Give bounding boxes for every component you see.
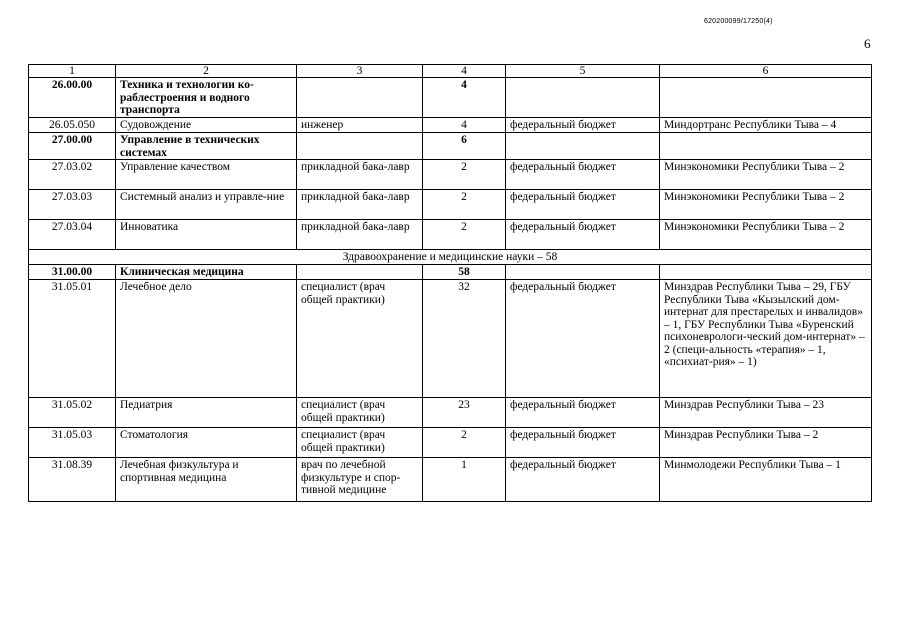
qualification: прикладной бака-лавр	[297, 190, 423, 220]
specialty-code: 31.05.01	[29, 280, 116, 398]
qualification	[297, 78, 423, 118]
table-row	[29, 118, 872, 133]
qualification: специалист (врач общей практики)	[297, 280, 423, 398]
specialty-code: 27.03.04	[29, 220, 116, 250]
table-row-group	[29, 265, 872, 280]
recipient: Минздрав Республики Тыва – 23	[660, 398, 872, 428]
funding-source	[506, 78, 660, 118]
recipient	[660, 133, 872, 160]
page-number: 6	[864, 36, 871, 51]
column-number-header-row	[29, 65, 872, 78]
column-number-header: 1	[29, 65, 116, 78]
funding-source: федеральный бюджет	[506, 160, 660, 190]
specialty-name: Управление качеством	[116, 160, 297, 190]
specialty-code: 31.05.03	[29, 428, 116, 458]
seat-count: 1	[423, 458, 506, 502]
recipient: Минздрав Республики Тыва – 2	[660, 428, 872, 458]
specialty-code: 31.00.00	[29, 265, 116, 280]
recipient: Миндортранс Республики Тыва – 4	[660, 118, 872, 133]
specialty-code: 26.00.00	[29, 78, 116, 118]
specialty-name: Техника и технологии ко-раблестроения и водного транспорта	[116, 78, 297, 118]
table-row	[29, 220, 872, 250]
section-heading: Здравоохранение и медицинские науки – 58	[29, 250, 872, 265]
seat-count: 58	[423, 265, 506, 280]
seat-count: 2	[423, 428, 506, 458]
specialty-name: Инноватика	[116, 220, 297, 250]
specialty-code: 31.05.02	[29, 398, 116, 428]
funding-source: федеральный бюджет	[506, 190, 660, 220]
qualification: врач по лечебной физкультуре и спор-тивной медицине	[297, 458, 423, 502]
table-row	[29, 398, 872, 428]
qualification: прикладной бака-лавр	[297, 220, 423, 250]
table-row	[29, 190, 872, 220]
specialty-code: 31.08.39	[29, 458, 116, 502]
section-row	[29, 250, 872, 265]
specialty-code: 26.05.050	[29, 118, 116, 133]
specialty-name: Судовождение	[116, 118, 297, 133]
column-number-header: 3	[297, 65, 423, 78]
seat-count: 2	[423, 160, 506, 190]
recipient	[660, 78, 872, 118]
table-row-group	[29, 78, 872, 118]
specialty-name: Лечебная физкультура и спортивная медицина	[116, 458, 297, 502]
specialty-code: 27.03.02	[29, 160, 116, 190]
recipient: Минэкономики Республики Тыва – 2	[660, 190, 872, 220]
specialty-name: Педиатрия	[116, 398, 297, 428]
seat-count: 2	[423, 190, 506, 220]
recipient: Минмолодежи Республики Тыва – 1	[660, 458, 872, 502]
specialty-name: Клиническая медицина	[116, 265, 297, 280]
seat-count: 4	[423, 118, 506, 133]
table-row	[29, 458, 872, 502]
allocation-table	[28, 64, 872, 502]
seat-count: 4	[423, 78, 506, 118]
funding-source: федеральный бюджет	[506, 280, 660, 398]
qualification: специалист (врач общей практики)	[297, 398, 423, 428]
funding-source: федеральный бюджет	[506, 428, 660, 458]
specialty-code: 27.00.00	[29, 133, 116, 160]
table-row	[29, 160, 872, 190]
document-id: 620200099/17250(4)	[704, 18, 773, 25]
seat-count: 32	[423, 280, 506, 398]
table-row	[29, 428, 872, 458]
funding-source: федеральный бюджет	[506, 398, 660, 428]
column-number-header: 2	[116, 65, 297, 78]
specialty-name: Лечебное дело	[116, 280, 297, 398]
recipient: Минздрав Республики Тыва – 29, ГБУ Республики Тыва «Кызылский дом-интернат для престарелых и инвалидов» – 1, ГБУ Республики Тыва «Буренский психоневрологи-ческий дом-интернат» – 2 (специ-альность «терапия» – 1, «психиат-рия» – 1)	[660, 280, 872, 398]
qualification: прикладной бака-лавр	[297, 160, 423, 190]
qualification	[297, 265, 423, 280]
funding-source: федеральный бюджет	[506, 458, 660, 502]
column-number-header: 5	[506, 65, 660, 78]
specialty-name: Управление в технических системах	[116, 133, 297, 160]
specialty-name: Стоматология	[116, 428, 297, 458]
funding-source	[506, 265, 660, 280]
column-number-header: 6	[660, 65, 872, 78]
funding-source: федеральный бюджет	[506, 118, 660, 133]
qualification: инженер	[297, 118, 423, 133]
recipient	[660, 265, 872, 280]
seat-count: 23	[423, 398, 506, 428]
funding-source	[506, 133, 660, 160]
qualification	[297, 133, 423, 160]
qualification: специалист (врач общей практики)	[297, 428, 423, 458]
seat-count: 6	[423, 133, 506, 160]
table-row	[29, 280, 872, 398]
table-row-group	[29, 133, 872, 160]
funding-source: федеральный бюджет	[506, 220, 660, 250]
recipient: Минэкономики Республики Тыва – 2	[660, 160, 872, 190]
specialty-code: 27.03.03	[29, 190, 116, 220]
column-number-header: 4	[423, 65, 506, 78]
seat-count: 2	[423, 220, 506, 250]
recipient: Минэкономики Республики Тыва – 2	[660, 220, 872, 250]
specialty-name: Системный анализ и управле-ние	[116, 190, 297, 220]
